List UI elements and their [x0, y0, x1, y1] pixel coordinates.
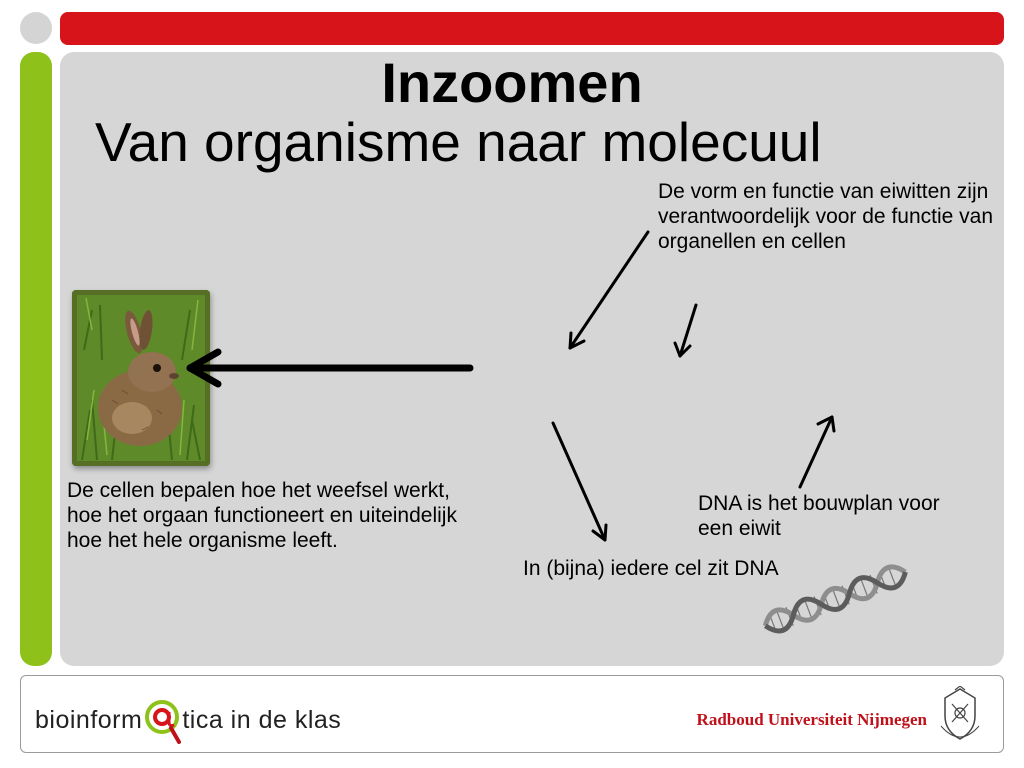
dna-helix: [762, 562, 910, 635]
arrow-to-dna-cell: [553, 423, 605, 540]
proteins-text: De vorm en functie van eiwitten zijn verantwoordelijk voor de functie van organellen en cellen: [658, 180, 994, 253]
brand-logo: [35, 698, 341, 742]
university-crest-icon: [937, 686, 983, 744]
university-name: Radboud Universiteit Nijmegen: [696, 710, 927, 729]
slide-subtitle: Van organisme naar molecuul: [95, 111, 822, 173]
brand-text-start: bioinform: [35, 705, 143, 734]
cells-text-line: hoe het hele organisme leeft.: [67, 529, 338, 552]
cells-text-line: hoe het orgaan functioneert en uiteindelijk: [67, 504, 457, 527]
arrow-dna-up: [800, 417, 832, 487]
arrow-proteins-left: [570, 232, 648, 348]
cells-text-line: De cellen bepalen hoe het weefsel werkt,: [67, 479, 450, 502]
dna-cell-text: In (bijna) iedere cel zit DNA: [523, 557, 779, 580]
at-sign-magnifier-icon: [143, 698, 181, 742]
dna-blueprint-text: DNA is het bouwplan voor een eiwit: [698, 492, 940, 540]
brand-text-end: tica in de klas: [182, 705, 342, 734]
footer: [20, 675, 1004, 753]
slide-title: Inzoomen: [381, 51, 643, 114]
